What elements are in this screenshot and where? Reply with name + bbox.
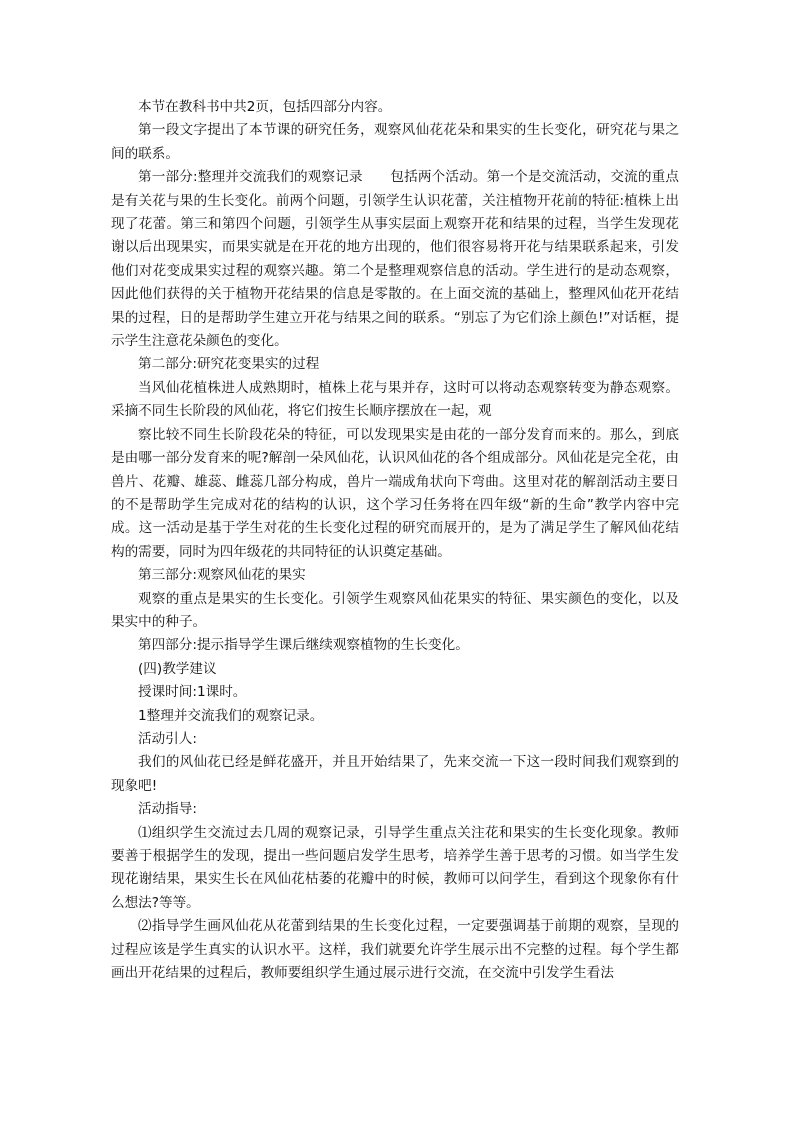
paragraph-intro: 第一段文字提出了本节课的研究任务，观察风仙花花朵和果实的生长变化，研究花与果之间的联系。 — [111, 122, 679, 162]
heading-activity-intro: 活动引人: — [138, 730, 197, 747]
paragraph-overview: 本节在教科书中共2页，包括四部分内容。 — [138, 99, 392, 115]
paragraph-part-two-a: 当风仙花植株进人成熟期时，植株上花与果并存，这时可以将动态观察转变为静态观察。采摘不同生长阶段的风仙花，将它们按生长顺序摆放在一起，观 — [111, 379, 679, 420]
paragraph-activity-intro: 我们的风仙花已经是鲜花盛开，并且开始结果了，先来交流一下这一段时间我们观察到的现象吧! — [111, 754, 679, 794]
heading-part-two: 第二部分:研究花变果实的过程 — [138, 356, 320, 373]
paragraph-class-time: 授课时间:1课时。 — [138, 684, 247, 701]
paragraph-part-four: 第四部分:提示指导学生课后继续观察植物的生长变化。 — [138, 637, 469, 654]
paragraph-guidance-two: ⑵指导学生画风仙花从花蕾到结果的生长变化过程，一定要强调基于前期的观察，呈现的过程应该是学生真实的认识水平。这样，我们就要允许学生展示出不完整的过程。每个学生都画出开花结果的过程后，教师要组织学生通过展示进行交流，在交流中引发学生看法 — [111, 918, 679, 982]
heading-part-three: 第三部分:观察风仙花的果实 — [138, 567, 306, 584]
heading-activity-one: 1整理并交流我们的观察记录。 — [138, 707, 324, 724]
paragraph-part-three: 观察的重点是果实的生长变化。引领学生观察风仙花果实的特征、果实颜色的变化，以及果实中的种子。 — [111, 590, 679, 630]
paragraph-part-two-b: 察比较不同生长阶段花朵的特征，可以发现果实是由花的一部分发育而来的。那么，到底是由哪一部分发育来的呢?解剖一朵风仙花，认识风仙花的各个组成部分。风仙花是完全花，由兽片、花瓣、雄蕊、雌蕊几部分构成，兽片一端成角状向下弯曲。这里对花的解剖活动主要日的不是帮助学生完成对花的结构的认识，这个学习任务将在四年级“新的生命”教学内容中完成。这一活动是基于学生对花的生长变化过程的研究而展开的，是为了满足学生了解风仙花结构的需要，同时为四年级花的共同特征的认识奠定基础。 — [111, 426, 679, 560]
paragraph-guidance-one: ⑴组织学生交流过去几周的观察记录，引导学生重点关注花和果实的生长变化现象。教师要善于根据学生的发现，提出一些问题启发学生思考，培养学生善于思考的习惯。如当学生发现花谢结果，果实生长在风仙花枯萎的花瓣中的时候，教师可以问学生，看到这个现象你有什么想法?等等。 — [111, 824, 679, 911]
heading-teaching-suggestions: (四)教学建议 — [138, 660, 217, 677]
paragraph-part-one: 第一部分:整理并交流我们的观察记录 包括两个活动。第一个是交流活动，交流的重点是有关花与果的生长变化。前两个问题，引领学生认识花蕾，关注植物开花前的特征:植株上出现了花蕾。第三和第四个问题，引领学生从事实层面上观察开花和结果的过程，当学生发现花谢以后出现果实，而果实就是在开花的地方出现的，他们很容易将开花与结果联系起来，引发他们对花变成果实过程的观察兴趣。第二个是整理观察信息的活动。学生进行的是动态观察，因此他们获得的关于植物开花结果的信息是零散的。在上面交流的基础上，整理风仙花开花结果的过程，日的是帮助学生建立开花与结果之间的联系。“别忘了为它们涂上颜色!”对话框，提示学生注意花朵颜色的变化。 — [111, 169, 679, 350]
document-page — [111, 96, 679, 985]
heading-activity-guidance: 活动指导: — [138, 801, 197, 818]
